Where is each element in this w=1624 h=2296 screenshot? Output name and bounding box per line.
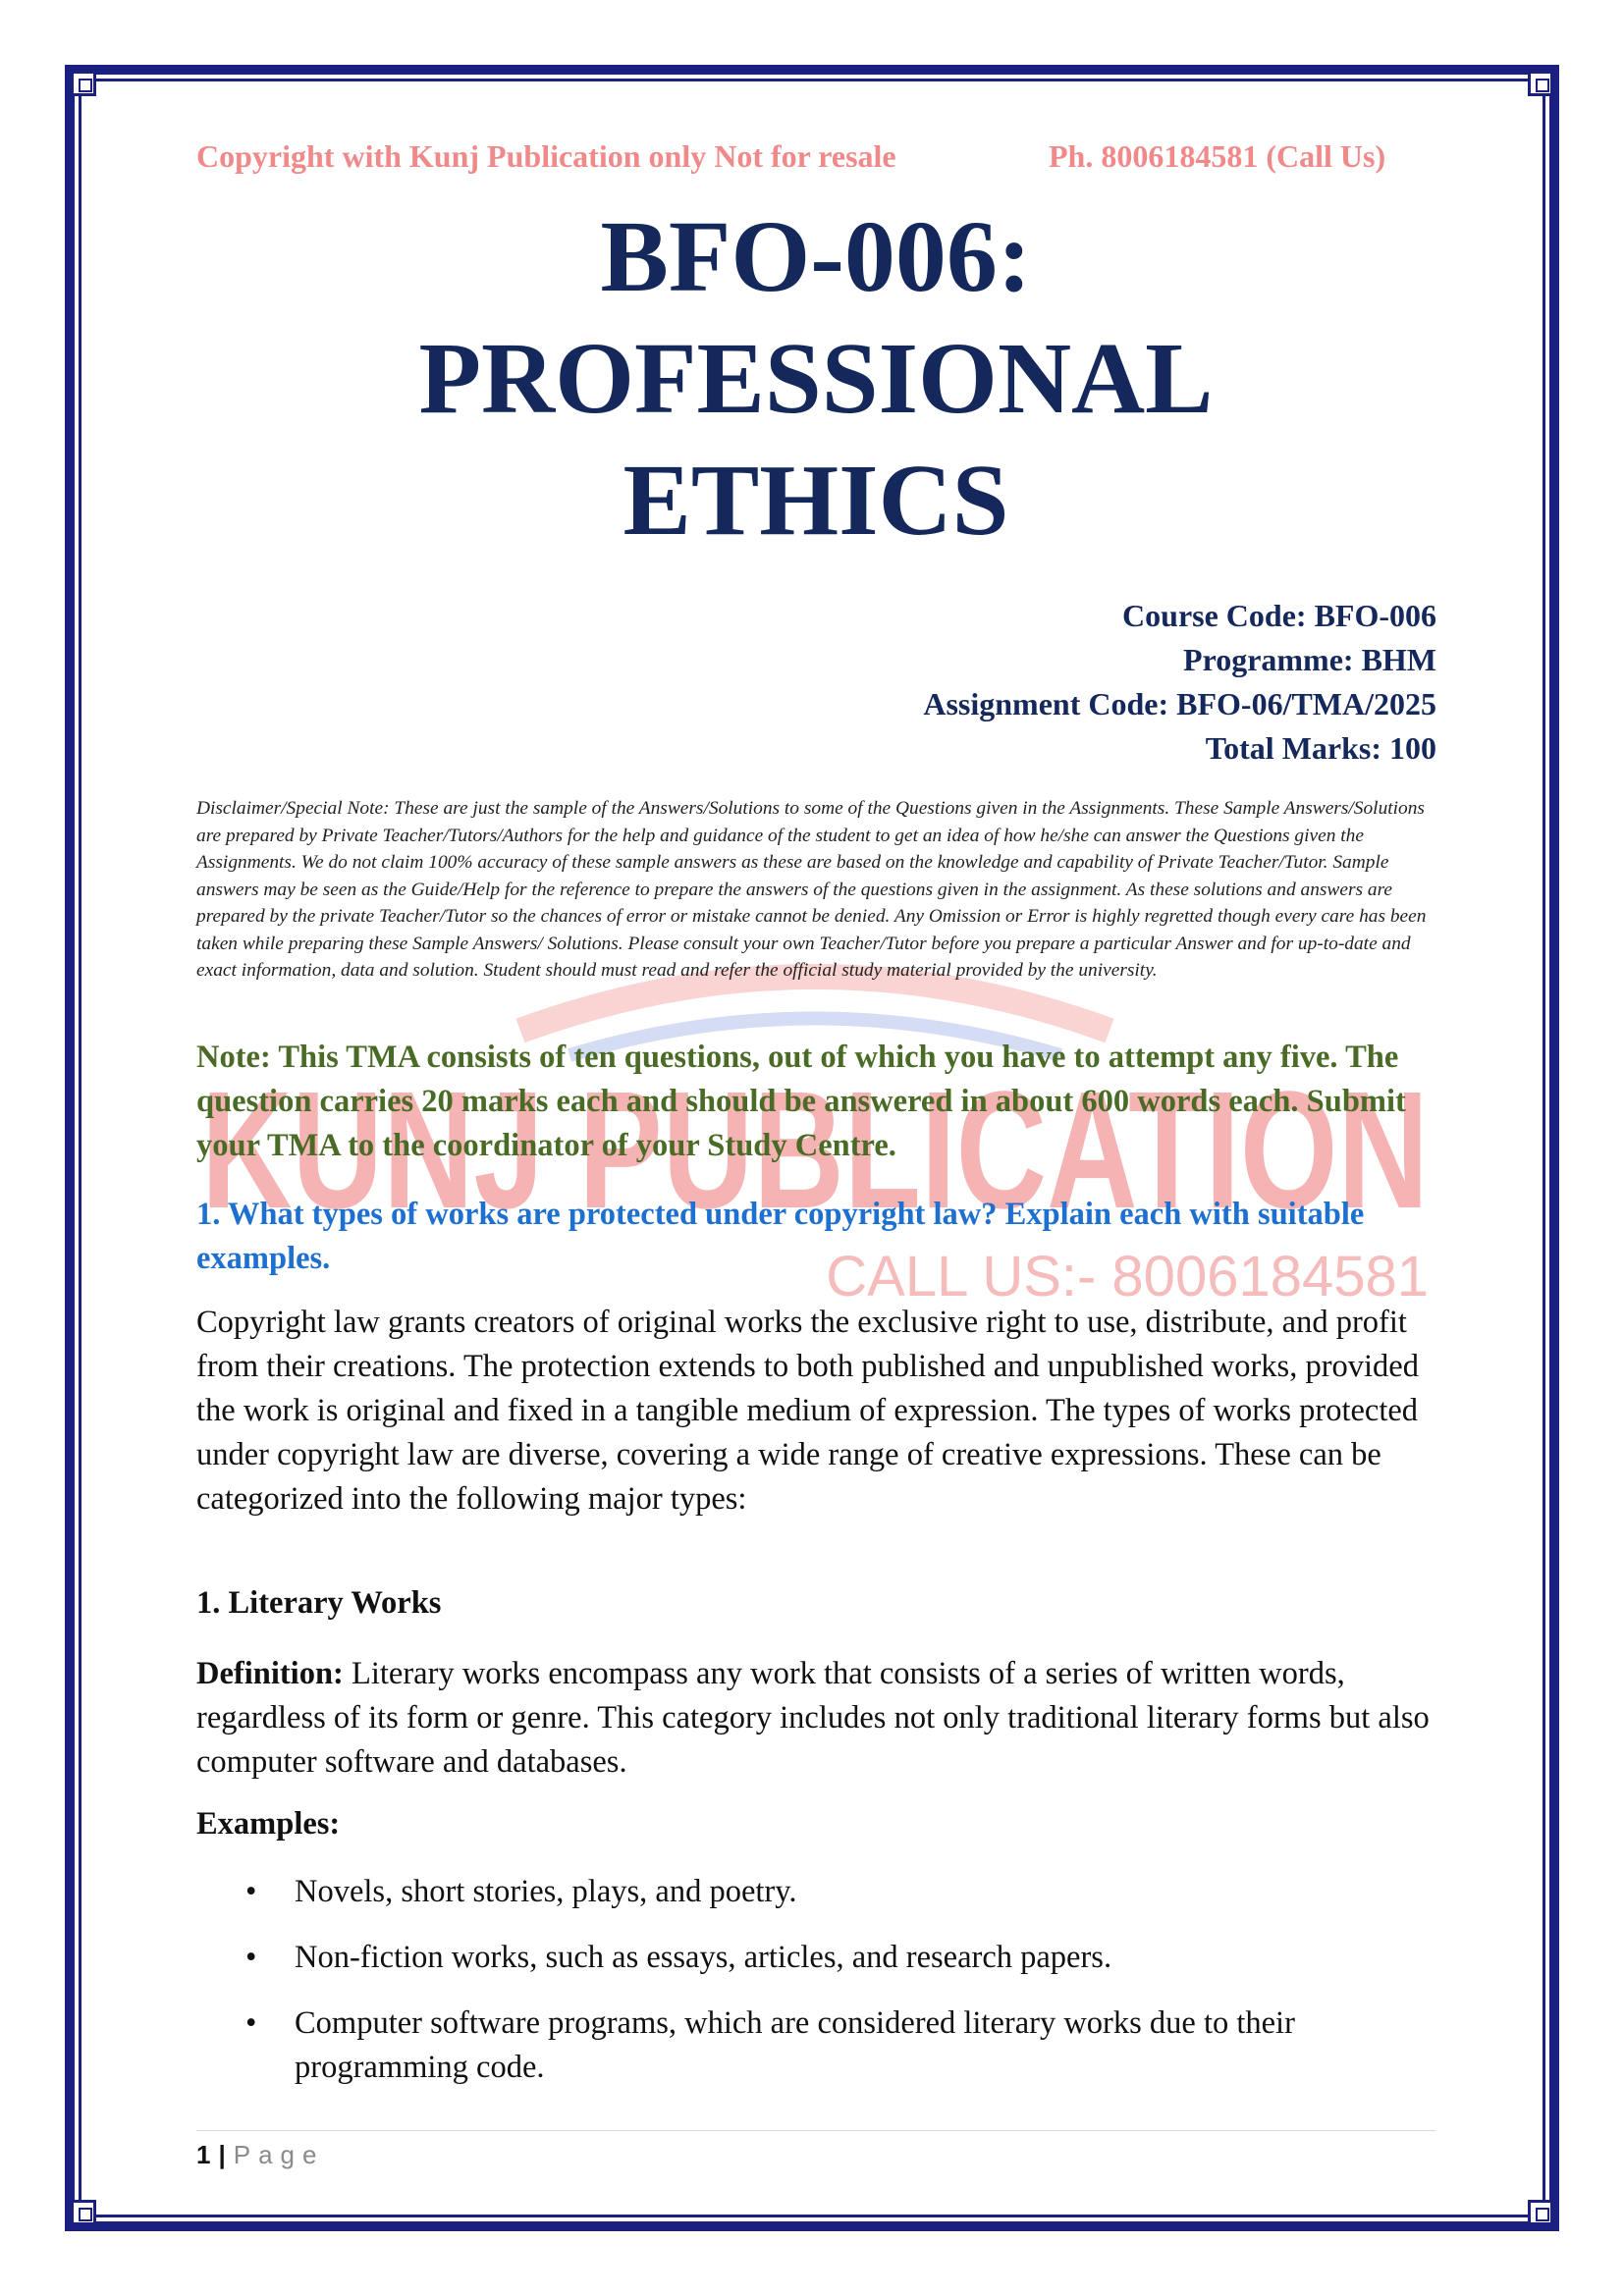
page-footer — [196, 2140, 324, 2170]
watermark-title: KUNJ PUBLICATION — [201, 1057, 1429, 1244]
list-item — [196, 2002, 1435, 2090]
programme: Programme: BHM — [1183, 642, 1436, 677]
copyright-text: Copyright with Kunj Publication only Not for resale — [196, 138, 896, 174]
tma-note: Note: This TMA consists of ten questions, out of which you have to attempt any five. The question carries 20 marks each and should be answered in about 600 words each. Submit your TMA to the coordinator of your Study Centre. — [196, 1040, 1406, 1163]
copyright-header — [196, 138, 1435, 175]
definition-paragraph — [196, 1652, 1435, 1785]
course-code: Course Code: BFO-006 — [1122, 598, 1436, 633]
watermark-phone: CALL US:- 8006184581 — [826, 1245, 1429, 1308]
footer-separator: | — [218, 2140, 226, 2169]
footer-divider — [196, 2130, 1435, 2131]
bullet-icon: • — [245, 1940, 257, 1975]
assignment-code: Assignment Code: BFO-06/TMA/2025 — [923, 686, 1436, 721]
bullet-icon: • — [245, 2005, 257, 2041]
list-item-text: Novels, short stories, plays, and poetry. — [295, 1874, 797, 1909]
page-number: 1 — [196, 2140, 211, 2169]
disclaimer-text: Disclaimer/Special Note: These are just the sample of the Answers/Solutions to some of the Questions given in the Assignments. These Sample Answers/Solutions are prepared by Private Teacher/Tutors/Authors for the help and guidance of the student to get an idea of how he/she can answer the Questions given the Assignments. We do not claim 100% accuracy of these sample answers as these are based on the knowledge and capability of Private Teacher/Tutor. Sample answers may be seen as the Guide/Help for the reference to prepare the answers of the questions given in the assignment. As these solutions and answers are prepared by the private Teacher/Tutor so the chances of error or mistake cannot be denied. Any Omission or Error is highly regretted though every care has been taken while preparing these Sample Answers/ Solutions. Please consult your own Teacher/Tutor before you prepare a particular Answer and for up-to-date and exact information, data and solution. Student should must read and refer the official study material provided by the university. — [196, 798, 1427, 981]
intro-paragraph: Copyright law grants creators of original works the exclusive right to use, distribute, and profit from their creations. The protection extends to both published and unpublished works, provided the work is original and fixed in a tangible medium of expression. The types of works protected under copyright law are diverse, covering a wide range of creative expressions. These can be categorized into the following major types: — [196, 1305, 1419, 1517]
total-marks: Total Marks: 100 — [1205, 730, 1436, 766]
border-corner-top-right — [1528, 71, 1553, 96]
examples-label: Examples: — [196, 1806, 341, 1842]
phone-number: Ph. 8006184581 (Call Us) — [1049, 138, 1386, 174]
list-item-text: Computer software programs, which are considered literary works due to their programming code. — [295, 2005, 1295, 2085]
examples-list — [196, 1870, 1435, 2111]
document-title — [196, 196, 1435, 561]
list-item-text: Non-fiction works, such as essays, articles, and research papers. — [295, 1940, 1112, 1975]
question-heading: 1. What types of works are protected under copyright law? Explain each with suitable examples. — [196, 1197, 1365, 1276]
definition-text: Literary works encompass any work that consists of a series of written words, regardless of its form or genre. This category includes not only traditional literary forms but also computer software and databases. — [196, 1656, 1430, 1780]
border-corner-bottom-left — [71, 2200, 96, 2225]
section-heading: 1. Literary Works — [196, 1585, 442, 1621]
list-item — [196, 1936, 1435, 1980]
title-line-1: BFO-006: PROFESSIONAL — [418, 200, 1214, 435]
bullet-icon: • — [245, 1874, 257, 1909]
border-corner-bottom-right — [1528, 2200, 1553, 2225]
title-line-2: ETHICS — [623, 444, 1009, 557]
border-corner-top-left — [71, 71, 96, 96]
list-item — [196, 1870, 1435, 1914]
page-label: Page — [233, 2140, 325, 2169]
course-meta — [785, 594, 1436, 771]
definition-label: Definition: — [196, 1656, 344, 1691]
